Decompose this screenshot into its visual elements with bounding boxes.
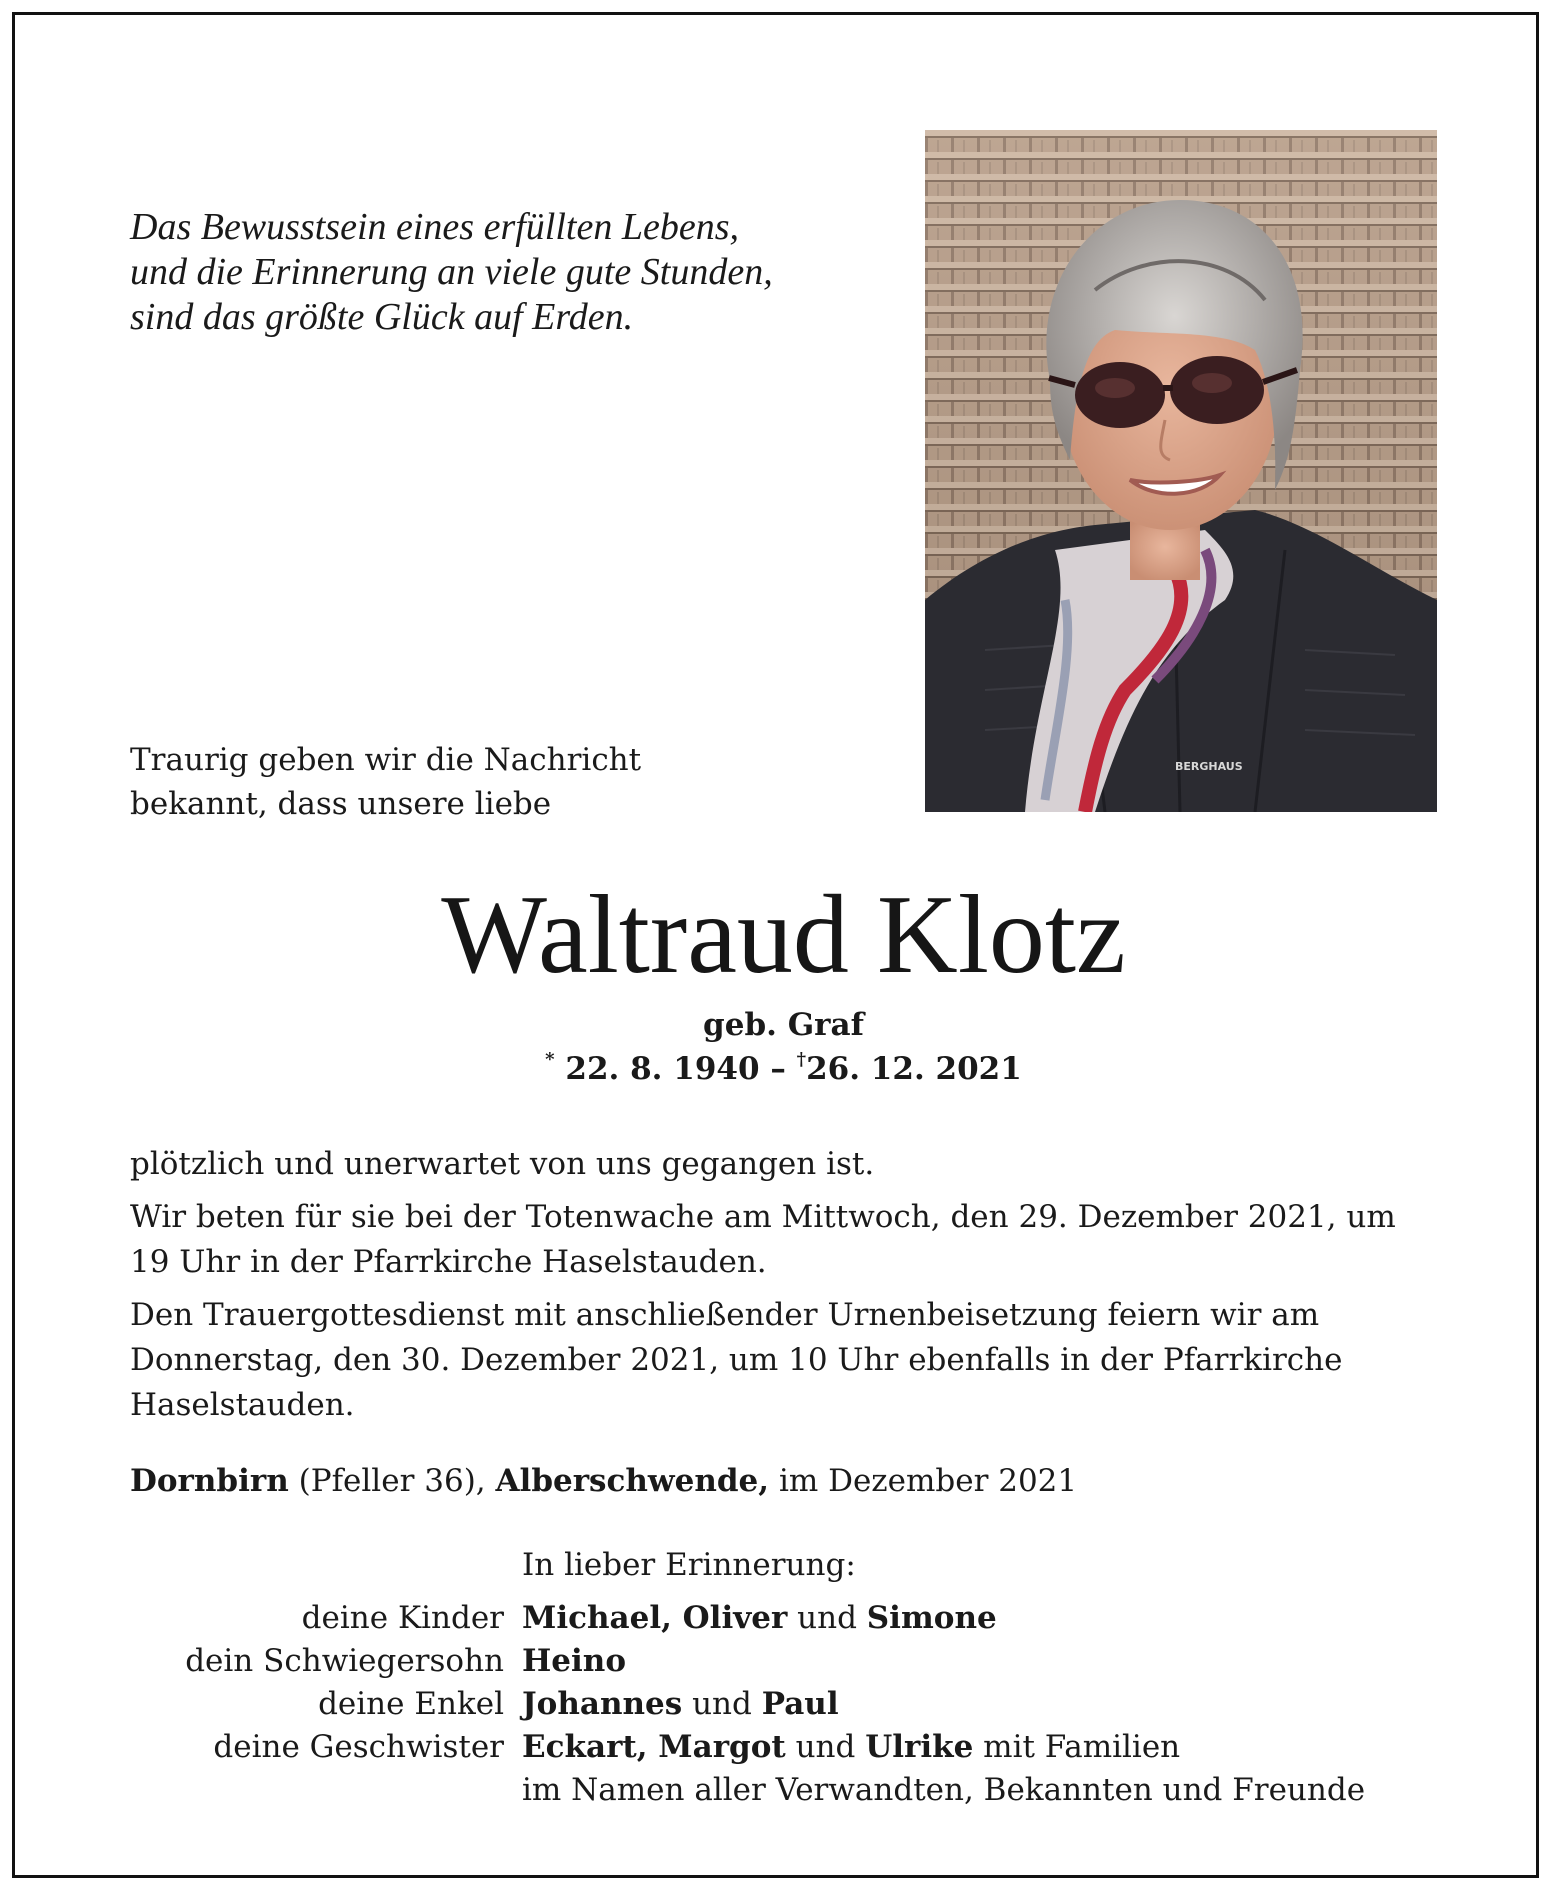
- relation-label: dein Schwiegersohn: [185, 1643, 504, 1679]
- death-symbol: †: [796, 1049, 807, 1070]
- maiden-name: geb. Graf: [703, 1007, 864, 1043]
- announcement-body: [130, 1142, 1442, 1436]
- intro-line: bekannt, dass unsere liebe: [130, 786, 552, 822]
- family-row: [130, 1640, 1180, 1683]
- birth-symbol: *: [545, 1049, 555, 1070]
- relation-label: deine Kinder: [301, 1600, 504, 1636]
- body-paragraph: Den Trauergottesdienst mit anschließender Urnenbeisetzung feiern wir am Donnerstag, den 30. Dezember 2021, um 10 Uhr ebenfalls in der Pfarrkirche Haselstauden.: [130, 1297, 1343, 1423]
- town-name: Dornbirn: [130, 1463, 289, 1499]
- memorial-quote: [130, 205, 773, 340]
- body-paragraph: Wir beten für sie bei der Totenwache am Mittwoch, den 29. Dezember 2021, um 19 Uhr in der Pfarrkirche Haselstauden.: [130, 1199, 1396, 1280]
- quote-line: sind das größte Glück auf Erden.: [130, 296, 634, 338]
- birth-date: 22. 8. 1940: [565, 1051, 760, 1087]
- relative-names: [522, 1726, 1180, 1769]
- closing-line: im Namen aller Verwandten, Bekannten und Freunde: [522, 1772, 1366, 1808]
- relation-label: deine Geschwister: [213, 1729, 504, 1765]
- family-row: [130, 1597, 1180, 1640]
- relative-name: Simone: [866, 1600, 997, 1636]
- connector-text: und: [787, 1600, 867, 1636]
- relative-name: Ulrike: [865, 1729, 974, 1765]
- relative-names: [522, 1597, 997, 1640]
- town-name: Alberschwende,: [495, 1463, 770, 1499]
- relative-names: [522, 1640, 626, 1683]
- relative-names: [522, 1683, 839, 1726]
- life-dates: [0, 1048, 1567, 1090]
- intro-line: Traurig geben wir die Nachricht: [130, 742, 642, 778]
- relative-name: Johannes: [522, 1686, 683, 1722]
- relative-name: Heino: [522, 1643, 627, 1679]
- connector-text: und: [785, 1729, 866, 1765]
- date-dash: –: [770, 1051, 786, 1087]
- relative-name: Michael, Oliver: [522, 1600, 788, 1636]
- connector-text: und: [682, 1686, 762, 1722]
- portrait-photo: [925, 130, 1437, 812]
- family-list: [130, 1597, 1180, 1769]
- quote-line: Das Bewusstsein eines erfüllten Lebens,: [130, 206, 739, 248]
- issue-date: im Dezember 2021: [778, 1463, 1078, 1499]
- announcement-intro: [130, 738, 813, 826]
- death-date: 26. 12. 2021: [806, 1051, 1022, 1087]
- place-and-date: [130, 1459, 1077, 1504]
- deceased-name: Waltraud Klotz: [441, 873, 1126, 997]
- jacket-logo: BERGHAUS: [1175, 760, 1243, 773]
- connector-text: mit Familien: [973, 1729, 1181, 1765]
- quote-line: und die Erinnerung an viele gute Stunden,: [130, 251, 773, 293]
- relative-name: Paul: [761, 1686, 839, 1722]
- relative-name: Eckart, Margot: [522, 1729, 786, 1765]
- body-paragraph: plötzlich und unerwartet von uns gegangen ist.: [130, 1146, 875, 1182]
- memory-heading: In lieber Erinnerung:: [522, 1547, 856, 1583]
- family-row: [130, 1726, 1180, 1769]
- address: (Pfeller 36),: [298, 1463, 486, 1499]
- family-row: [130, 1683, 1180, 1726]
- relation-label: deine Enkel: [318, 1686, 504, 1722]
